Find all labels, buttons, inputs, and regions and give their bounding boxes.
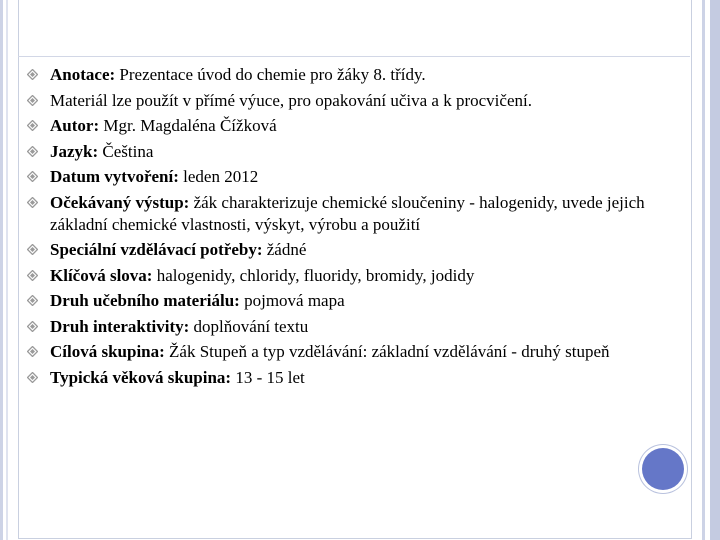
list-item-target-group: [26, 341, 666, 363]
item-text: žádné: [262, 240, 307, 259]
list-item-date: [26, 166, 666, 188]
item-text: Čeština: [98, 141, 154, 161]
diamond-outline-icon: [26, 367, 40, 389]
info-list: [26, 64, 666, 392]
diamond-outline-icon: [26, 316, 40, 338]
list-item-age-group: [26, 367, 666, 389]
item-label: Speciální vzdělávací potřeby:: [50, 240, 263, 259]
item-label: Jazyk:: [50, 141, 99, 161]
item-label: Anotace:: [50, 65, 116, 84]
item-label: Klíčová slova:: [50, 265, 153, 285]
left-border-stripe: [0, 0, 3, 540]
item-text: Žák Stupeň a typ vzdělávání: základní vzdělávání - druhý stupeň: [164, 342, 610, 361]
header-rule: [18, 56, 690, 57]
item-text: leden 2012: [178, 167, 259, 186]
item-label: Druh interaktivity:: [50, 316, 190, 336]
item-text: halogenidy, chloridy, fluoridy, bromidy, jodidy: [152, 265, 475, 285]
item-text: Materiál lze použít v přímé výuce, pro opakování učiva a k procvičení.: [50, 90, 532, 110]
item-label: Druh učebního materiálu:: [50, 291, 240, 310]
left-border-stripe-2: [6, 0, 8, 540]
right-border-stripe-2: [710, 0, 720, 540]
list-item-annotation: [26, 64, 666, 86]
list-item-expected-output: [26, 192, 666, 236]
list-item-author: [26, 115, 666, 137]
diamond-outline-icon: [26, 166, 40, 188]
item-text: 13 - 15 let: [231, 367, 305, 387]
diamond-outline-icon: [26, 192, 40, 214]
diamond-outline-icon: [26, 141, 40, 163]
decorative-circle: [642, 448, 684, 490]
item-text: žák charakterizuje chemické sloučeniny - halogenidy, uvede jejich základní chemické vlastnosti, výskyt, výrobu a použití: [50, 192, 645, 234]
diamond-outline-icon: [26, 341, 40, 363]
diamond-outline-icon: [26, 290, 40, 312]
item-label: Očekávaný výstup:: [50, 192, 190, 212]
diamond-outline-icon: [26, 265, 40, 287]
item-label: Datum vytvoření:: [50, 167, 179, 186]
diamond-outline-icon: [26, 115, 40, 137]
diamond-outline-icon: [26, 64, 40, 86]
item-label: Autor:: [50, 116, 100, 135]
list-item-material-type: [26, 290, 666, 312]
list-item-keywords: [26, 265, 666, 287]
diamond-outline-icon: [26, 90, 40, 112]
list-item-usage: [26, 90, 666, 112]
diamond-outline-icon: [26, 239, 40, 261]
item-text: pojmová mapa: [239, 291, 345, 310]
item-text: Mgr. Magdaléna Čížková: [99, 116, 277, 135]
right-border-stripe: [702, 0, 705, 540]
item-text: Prezentace úvod do chemie pro žáky 8. třídy.: [115, 65, 426, 84]
item-text: doplňování textu: [189, 316, 309, 336]
item-label: Typická věková skupina:: [50, 367, 232, 387]
list-item-language: [26, 141, 666, 163]
list-item-interactivity: [26, 316, 666, 338]
list-item-special-needs: [26, 239, 666, 261]
item-label: Cílová skupina:: [50, 342, 165, 361]
